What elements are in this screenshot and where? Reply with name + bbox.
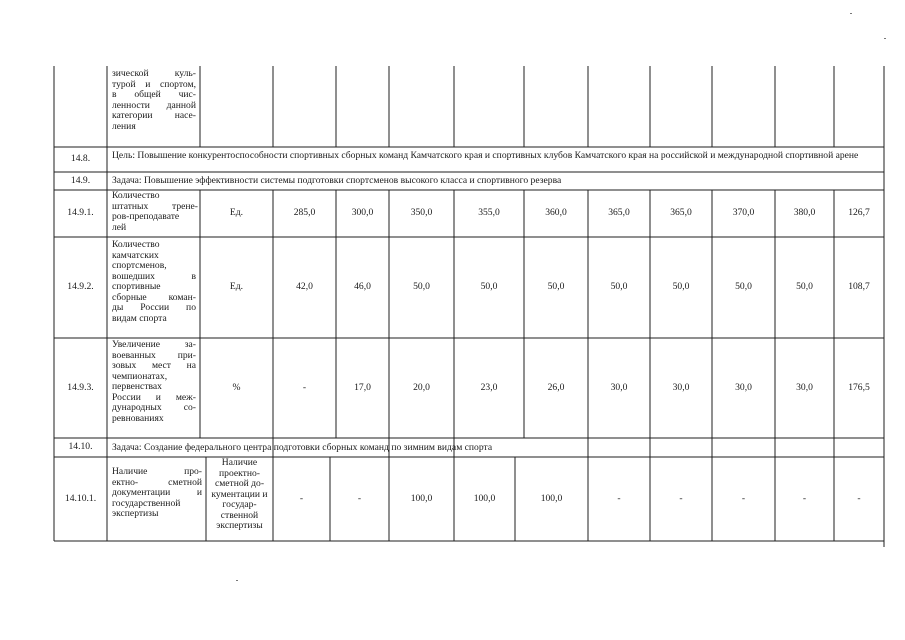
unit-14-9-2: Ед.: [229, 281, 244, 293]
value-cell: 50,0: [413, 281, 430, 293]
value-cell: 108,7: [848, 281, 870, 293]
text-line: в общей чис-: [112, 89, 196, 100]
unit-14-9-3: %: [232, 381, 241, 393]
value-cell: 365,0: [670, 207, 692, 219]
value-cell: 380,0: [793, 207, 816, 219]
text-line: штатных трене-: [112, 200, 198, 212]
text-line: зической куль-: [112, 69, 196, 79]
text-line: кументации и: [211, 488, 268, 500]
row-id-14-9-3: 14.9.3.: [67, 381, 94, 393]
value-cell: 50,0: [547, 281, 565, 293]
text-line: спортсменов,: [112, 260, 167, 271]
text-line: проектно-: [219, 467, 260, 479]
value-cell: 355,0: [478, 207, 500, 219]
value-cell: 100,0: [540, 492, 563, 504]
text-line: ления: [112, 120, 136, 132]
row-id-14-9-1: 14.9.1.: [67, 207, 94, 219]
value-cell: 350,0: [410, 207, 433, 219]
text-line: спортивные: [112, 281, 161, 292]
text-line: Наличие про-: [112, 467, 202, 477]
value-cell: 30,0: [796, 381, 813, 393]
indicator-name-14-9-1: [112, 191, 198, 233]
goal-header: Цель: Повышение конкурентоспособности спортивных сборных команд Камчатского края и спортивных клубов Камчатского края на российской и международной спортивной арене: [112, 150, 859, 161]
value-cell: 176,5: [848, 381, 870, 393]
text-line: документации и: [112, 487, 202, 498]
text-line: сборные коман-: [112, 291, 196, 303]
value-cell: 26,0: [547, 381, 565, 393]
value-cell: 50,0: [610, 281, 628, 293]
text-line: сметной до-: [214, 478, 265, 489]
text-line: категории насе-: [112, 110, 196, 121]
text-line: дународных со-: [112, 402, 196, 413]
value-cell: -: [617, 492, 621, 504]
text-line: воеванных при-: [112, 349, 196, 361]
task-header-14-10: Задача: Создание федерального центра подготовки сборных команд по зимним видам спорта: [112, 443, 493, 453]
text-line: турой и спортом,: [112, 78, 196, 90]
indicator-name-14-9-3: [112, 340, 196, 424]
task-header-14-9: Задача: Повышение эффективности системы подготовки спортсменов высокого класса и спортивного резерва: [112, 176, 562, 186]
text-line: Увеличение за-: [112, 340, 196, 350]
value-cell: 17,0: [354, 381, 371, 393]
value-cell: 30,0: [735, 381, 752, 393]
value-cell: 20,0: [413, 381, 430, 393]
text-line: ревнованиях: [112, 412, 164, 424]
row-id-14-9-2: 14.9.2.: [67, 281, 94, 293]
row-id-14-8: 14.8.: [70, 153, 91, 165]
value-cell: -: [679, 492, 683, 504]
value-cell: 50,0: [672, 281, 690, 293]
text-line: России и меж-: [112, 391, 196, 403]
text-line: Количество: [112, 240, 160, 250]
text-line: вошедших в: [112, 270, 196, 282]
continuation-indicator-name: [112, 69, 196, 132]
text-line: экспертизы: [112, 508, 159, 519]
row-id-14-10-1: 14.10.1.: [64, 492, 97, 504]
value-cell: -: [299, 492, 304, 504]
value-cell: 50,0: [796, 281, 813, 293]
scan-speck: [236, 580, 238, 581]
value-cell: 100,0: [410, 492, 433, 504]
row-id-14-9: 14.9.: [70, 174, 91, 186]
text-line: зовых мест на: [112, 360, 196, 371]
text-line: Количество: [112, 191, 160, 201]
value-cell: 50,0: [735, 281, 752, 293]
value-cell: -: [357, 492, 362, 504]
value-cell: 100,0: [473, 492, 496, 504]
value-cell: 360,0: [545, 207, 567, 219]
text-line: государственной: [112, 497, 181, 509]
value-cell: 285,0: [293, 207, 316, 219]
indicator-name-14-9-2: [112, 240, 196, 324]
row-id-14-10: 14.10.: [68, 441, 93, 453]
text-line: видам спорта: [112, 312, 167, 324]
text-line: ды России по: [112, 302, 196, 313]
text-line: ектно- сметной: [112, 476, 202, 488]
scan-speck: [884, 38, 886, 39]
unit-14-10-1: [206, 458, 273, 532]
value-cell: 126,7: [848, 207, 870, 219]
text-line: чемпионатах,: [112, 370, 168, 382]
scan-speck: [850, 13, 852, 14]
value-cell: 42,0: [296, 281, 313, 293]
text-line: государ-: [222, 499, 257, 510]
value-cell: 370,0: [732, 207, 755, 219]
value-cell: 46,0: [354, 281, 371, 293]
text-line: ленности данной: [112, 99, 196, 111]
text-line: первенствах: [112, 381, 162, 392]
value-cell: -: [802, 492, 807, 504]
indicator-name-14-10-1: [112, 467, 202, 520]
value-cell: 300,0: [351, 207, 374, 219]
text-line: лей: [112, 221, 127, 233]
value-cell: -: [741, 492, 746, 504]
text-line: Наличие: [221, 458, 258, 468]
text-line: ственной: [220, 509, 259, 521]
value-cell: -: [857, 492, 861, 504]
text-line: камчатских: [112, 249, 159, 261]
unit-14-9-1: Ед.: [229, 207, 244, 219]
value-cell: 30,0: [672, 381, 690, 393]
text-line: экспертизы: [216, 520, 263, 531]
value-cell: 365,0: [608, 207, 630, 219]
text-line: ров-преподавате: [112, 211, 180, 222]
value-cell: 30,0: [610, 381, 628, 393]
value-cell: -: [302, 381, 307, 393]
value-cell: 23,0: [480, 381, 498, 393]
value-cell: 50,0: [480, 281, 498, 293]
